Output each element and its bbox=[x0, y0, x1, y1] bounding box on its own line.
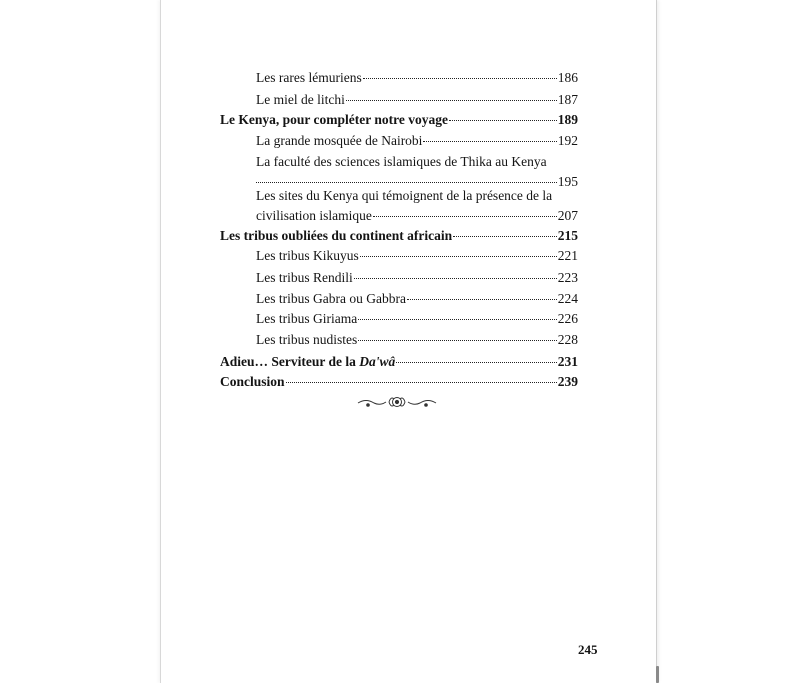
toc-entry-title: Conclusion bbox=[220, 374, 285, 389]
scrollbar-thumb[interactable] bbox=[656, 666, 659, 683]
dot-leader bbox=[360, 256, 557, 257]
toc-entry-page: 239 bbox=[557, 374, 578, 389]
toc-entry-page: 195 bbox=[557, 174, 578, 189]
toc-section-heading bbox=[220, 226, 578, 246]
toc-entry-title bbox=[220, 352, 395, 372]
toc-entry-title: Les tribus Rendili bbox=[256, 270, 353, 285]
toc-entry bbox=[256, 131, 578, 151]
toc-entry-title-prefix: Adieu… Serviteur de la bbox=[220, 354, 360, 369]
toc-entry-page: 192 bbox=[557, 133, 578, 148]
dot-leader bbox=[396, 362, 556, 363]
dot-leader bbox=[346, 100, 557, 101]
toc-entry-title: La faculté des sciences islamiques de Thika au Kenya bbox=[256, 154, 547, 169]
toc-entry-title: Les tribus nudistes bbox=[256, 332, 358, 347]
dot-leader bbox=[373, 216, 557, 217]
toc-entry-page: 186 bbox=[557, 70, 578, 85]
dot-leader bbox=[449, 120, 557, 121]
toc-entry bbox=[256, 246, 578, 266]
toc-entry-title-continued: civilisation islamique bbox=[256, 208, 372, 223]
toc-entry-page: 189 bbox=[557, 112, 578, 127]
dot-leader bbox=[354, 278, 557, 279]
toc-entry-page: 228 bbox=[557, 332, 578, 347]
toc-entry bbox=[256, 90, 578, 110]
toc-entry bbox=[256, 68, 578, 88]
toc-entry-title: Les sites du Kenya qui témoignent de la présence de la bbox=[256, 188, 553, 203]
dot-leader bbox=[256, 182, 557, 183]
toc-entry-title: Le miel de litchi bbox=[256, 92, 345, 107]
toc-section-heading bbox=[220, 110, 578, 130]
toc-entry-title: Les tribus Kikuyus bbox=[256, 248, 359, 263]
toc-entry-page: 226 bbox=[557, 311, 578, 326]
dot-leader bbox=[363, 78, 557, 79]
toc-entry bbox=[256, 206, 578, 226]
toc-entry bbox=[256, 268, 578, 288]
toc-entry-page: 187 bbox=[557, 92, 578, 107]
toc-entry-page: 215 bbox=[557, 228, 578, 243]
toc-entry-page: 221 bbox=[557, 248, 578, 263]
toc-entry-page: 231 bbox=[557, 354, 578, 369]
toc-entry bbox=[256, 330, 578, 350]
dot-leader bbox=[407, 299, 557, 300]
toc-entry bbox=[256, 289, 578, 309]
toc-entry-title: Les tribus oubliées du continent africain bbox=[220, 228, 453, 243]
dot-leader bbox=[358, 319, 557, 320]
toc-section-heading bbox=[220, 352, 578, 372]
toc-entry-title: Les rares lémuriens bbox=[256, 70, 362, 85]
page-number: 245 bbox=[578, 642, 598, 657]
toc-entry-page: 224 bbox=[557, 291, 578, 306]
toc-entry-page: 223 bbox=[557, 270, 578, 285]
toc-entry-page: 207 bbox=[557, 208, 578, 223]
toc-entry-title: Les tribus Giriama bbox=[256, 311, 358, 326]
toc-entry-title: Le Kenya, pour compléter notre voyage bbox=[220, 112, 448, 127]
toc-entry bbox=[256, 309, 578, 329]
decorative-ornament bbox=[356, 392, 438, 412]
dot-leader bbox=[286, 382, 557, 383]
dot-leader bbox=[358, 340, 557, 341]
toc-entry-title-italic: Da'wâ bbox=[359, 354, 396, 369]
toc-entry-title: Les tribus Gabra ou Gabbra bbox=[256, 291, 406, 306]
toc-entry-title: La grande mosquée de Nairobi bbox=[256, 133, 423, 148]
dot-leader bbox=[453, 236, 557, 237]
dot-leader bbox=[423, 141, 556, 142]
toc-section-heading bbox=[220, 372, 578, 392]
